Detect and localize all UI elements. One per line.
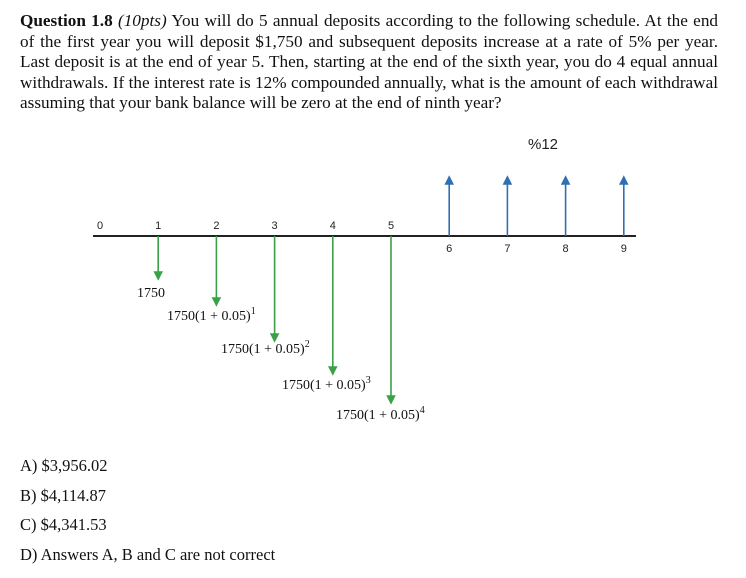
deposit-exponent-year-3: 2	[304, 339, 310, 350]
interest-rate-label: %12	[528, 136, 559, 153]
year-label-4: 4	[329, 220, 336, 232]
deposit-label-year-3: $1750(1 + 0.05)^2$	[221, 339, 310, 357]
year-label-2: 2	[213, 220, 220, 232]
year-label-0: 0	[96, 220, 104, 232]
answer-option-c[interactable]: C) $4,341.53	[20, 515, 107, 535]
deposit-label-year-2: $1750(1 + 0.05)^1$	[167, 306, 256, 324]
question-points: (10pts)	[117, 11, 167, 30]
year-label-6: 6	[446, 243, 453, 255]
deposit-exponent-year-2: 1	[250, 306, 256, 317]
deposit-exponent-year-5: 4	[419, 405, 425, 416]
year-label-5: 5	[387, 220, 395, 232]
year-label-9: 9	[620, 243, 627, 255]
deposit-label-year-4: $1750(1 + 0.05)^3$	[282, 375, 371, 393]
year-label-1: 1	[155, 220, 162, 232]
answer-choices	[20, 456, 275, 575]
answer-option-b[interactable]: B) $4,114.87	[20, 485, 107, 505]
year-label-8: 8	[562, 243, 569, 255]
question-label: Question 1.8	[20, 11, 113, 30]
deposit-label-year-5: $1750(1 + 0.05)^4$	[336, 405, 425, 423]
year-label-7: 7	[504, 243, 511, 255]
question-body: You will do 5 annual deposits according to the following schedule. At the end of the first year you will deposit $1,750 and subsequent deposits increase at a rate of 5% per year. Last deposit is at the end of year 5. Then, starting at the end of the sixth year, you do 4 equal annual withdrawals. If the interest rate is 12% compounded annually, what is the amount of each withdrawal assuming that your bank balance will be zero at the end of ninth year?	[20, 11, 719, 112]
answer-option-a[interactable]: A) $3,956.02	[20, 456, 108, 475]
deposit-label-year-1: 1750	[137, 286, 165, 301]
deposit-exponent-year-4: 3	[365, 375, 371, 386]
year-label-3: 3	[271, 220, 278, 232]
answer-option-d[interactable]: D) Answers A, B and C are not correct	[20, 545, 276, 565]
